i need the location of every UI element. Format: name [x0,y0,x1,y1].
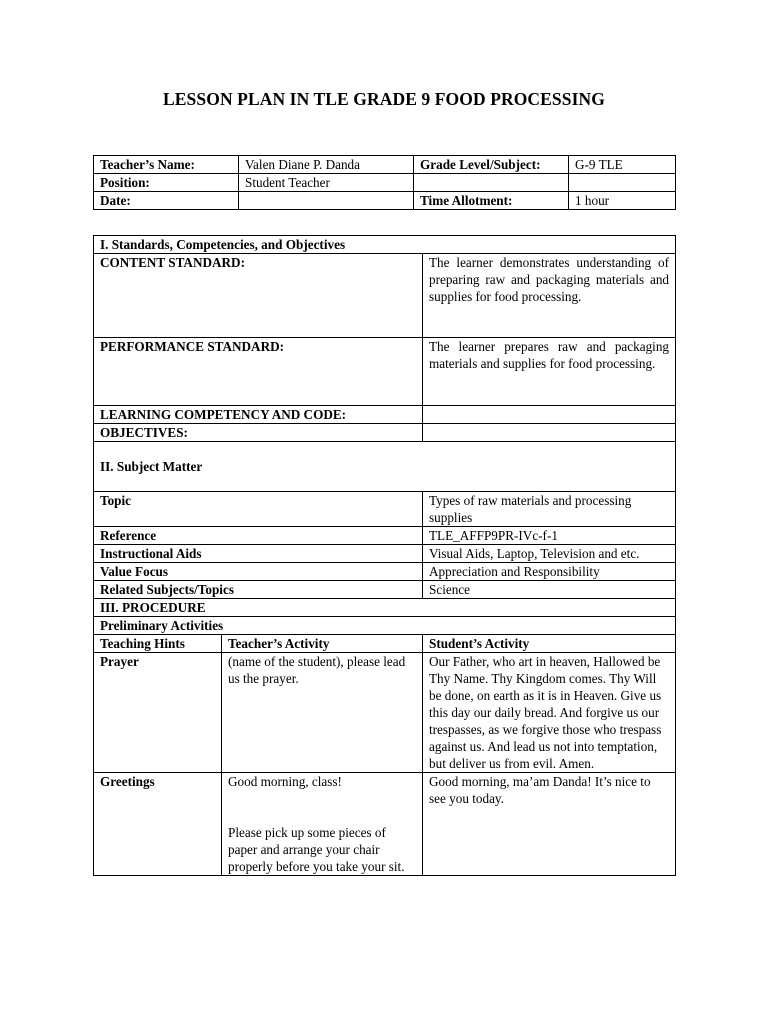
table-row [94,406,676,424]
prayer-student-activity: Our Father, who art in heaven, Hallowed be Thy Name. Thy Kingdom comes. Thy Will be done, on earth as it is in Heaven. Give us this day our daily bread. And forgive us our trespasses, as we forgive those who trespass against us. And lead us not into temptation, but deliver us from evil. Amen. [423,653,676,773]
objectives-value [423,424,676,442]
performance-standard-value: The learner prepares raw and packaging materials and supplies for food processing. [423,338,676,406]
teacher-info-table [93,155,676,210]
greetings-teacher-line-2: Please pick up some pieces of paper and arrange your chair properly before you take your sit. [228,825,405,874]
prayer-label: Prayer [94,653,222,773]
teacher-name-value: Valen Diane P. Danda [239,156,414,174]
lesson-plan-table [93,235,676,876]
section-heading-procedure: III. PROCEDURE [94,599,676,617]
performance-standard-label: PERFORMANCE STANDARD: [94,338,423,406]
greetings-student-activity: Good morning, ma’am Danda! It’s nice to see you today. [423,773,676,876]
position-label: Position: [94,174,239,192]
learning-competency-value [423,406,676,424]
content-standard-label: CONTENT STANDARD: [94,254,423,338]
table-row [94,236,676,254]
reference-label: Reference [94,527,423,545]
preliminary-activities-heading: Preliminary Activities [94,617,676,635]
objectives-label: OBJECTIVES: [94,424,423,442]
grade-level-value: G-9 TLE [569,156,676,174]
table-row [94,599,676,617]
table-row [94,581,676,599]
time-allotment-value: 1 hour [569,192,676,210]
teacher-name-label: Teacher’s Name: [94,156,239,174]
table-row [94,635,676,653]
greetings-teacher-line-1: Good morning, class! [228,774,342,789]
learning-competency-label: LEARNING COMPETENCY AND CODE: [94,406,423,424]
empty-cell [414,174,569,192]
grade-level-label: Grade Level/Subject: [414,156,569,174]
topic-label: Topic [94,492,423,527]
date-label: Date: [94,192,239,210]
position-value: Student Teacher [239,174,414,192]
date-value [239,192,414,210]
greetings-label: Greetings [94,773,222,876]
table-row [94,442,676,492]
time-allotment-label: Time Allotment: [414,192,569,210]
value-focus-label: Value Focus [94,563,423,581]
empty-cell [569,174,676,192]
column-header-teaching-hints: Teaching Hints [94,635,222,653]
prayer-teacher-activity: (name of the student), please lead us the prayer. [222,653,423,773]
table-row [94,192,676,210]
topic-value: Types of raw materials and processing supplies [423,492,676,527]
table-row [94,527,676,545]
table-row [94,424,676,442]
page-title: LESSON PLAN IN TLE GRADE 9 FOOD PROCESSING [163,89,605,109]
section-heading-standards: I. Standards, Competencies, and Objectives [94,236,676,254]
instructional-aids-value: Visual Aids, Laptop, Television and etc. [423,545,676,563]
table-row [94,338,676,406]
table-row [94,174,676,192]
spacer [228,790,416,824]
section-heading-subject-matter: II. Subject Matter [94,442,676,492]
related-subjects-value: Science [423,581,676,599]
table-row [94,492,676,527]
greetings-teacher-activity [222,773,423,876]
table-row [94,545,676,563]
table-row [94,617,676,635]
table-row [94,653,676,773]
related-subjects-label: Related Subjects/Topics [94,581,423,599]
column-header-student-activity: Student’s Activity [423,635,676,653]
table-row [94,156,676,174]
value-focus-value: Appreciation and Responsibility [423,563,676,581]
instructional-aids-label: Instructional Aids [94,545,423,563]
reference-value: TLE_AFFP9PR-IVc-f-1 [423,527,676,545]
table-row [94,563,676,581]
content-standard-value: The learner demonstrates understanding of preparing raw and packaging materials and supplies for food processing. [423,254,676,338]
table-row [94,773,676,876]
column-header-teacher-activity: Teacher’s Activity [222,635,423,653]
table-row [94,254,676,338]
